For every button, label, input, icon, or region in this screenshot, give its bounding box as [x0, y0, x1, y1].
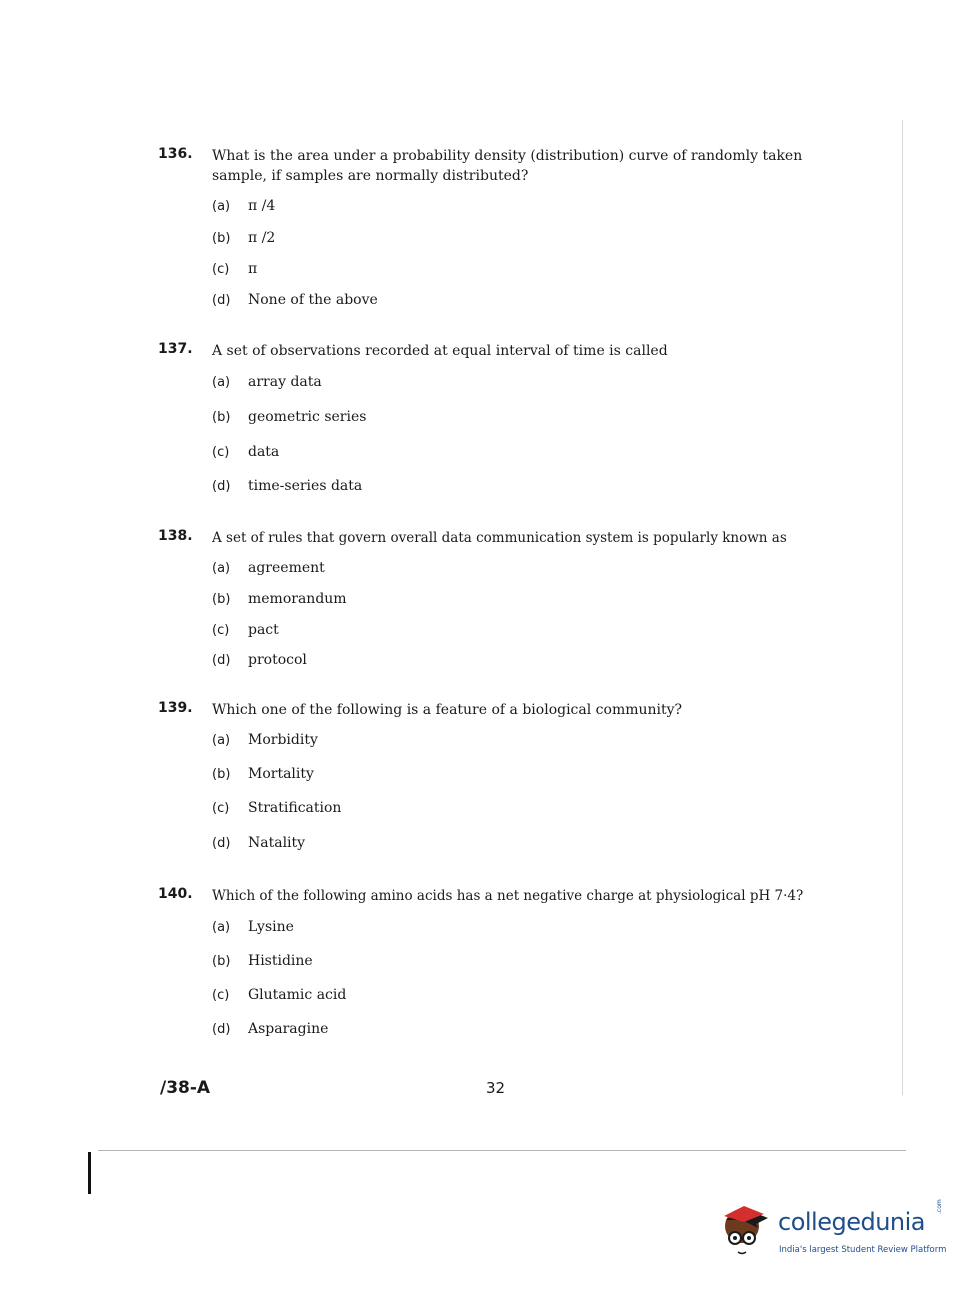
scan-edge-line [902, 120, 903, 1095]
mascot-logo-icon [718, 1198, 778, 1258]
question-text: Which of the following amino acids has a net negative charge at physiological pH 7·4? [212, 888, 804, 904]
option-text: Glutamic acid [248, 987, 347, 1003]
option-text: agreement [248, 560, 325, 576]
option-letter: (b) [212, 954, 231, 969]
option-letter: (b) [212, 410, 231, 425]
option-text: π /4 [248, 198, 276, 214]
page-number: 32 [486, 1079, 506, 1097]
option-d [212, 478, 362, 494]
option-text: Asparagine [248, 1021, 329, 1037]
option-d [212, 652, 307, 668]
option-letter: (d) [212, 836, 231, 851]
option-letter: (a) [212, 920, 231, 935]
option-text: Natality [248, 835, 306, 851]
question-text: A set of observations recorded at equal interval of time is called [212, 343, 668, 359]
option-text: π [248, 261, 258, 277]
option-text: data [248, 444, 280, 460]
option-text: memorandum [248, 591, 347, 607]
question-number: 139. [158, 700, 193, 716]
option-b [212, 230, 275, 246]
question-text: A set of rules that govern overall data communication system is popularly known as [212, 530, 787, 546]
option-c [212, 800, 341, 816]
option-text: Mortality [248, 766, 314, 782]
option-letter: (d) [212, 653, 231, 668]
option-text: array data [248, 374, 322, 390]
option-letter: (b) [212, 767, 231, 782]
option-letter: (d) [212, 479, 231, 494]
option-letter: (a) [212, 733, 231, 748]
question-text: What is the area under a probability density (distribution) curve of randomly taken sample, if samples are normally distributed? [212, 148, 803, 184]
option-text: protocol [248, 652, 307, 668]
option-c [212, 622, 279, 638]
option-letter: (d) [212, 293, 231, 308]
option-letter: (c) [212, 988, 230, 1003]
option-text: Histidine [248, 953, 313, 969]
brand-suffix: .com [936, 1199, 943, 1214]
option-letter: (a) [212, 561, 231, 576]
scan-bottom-line [98, 1150, 906, 1151]
brand-tagline: India's largest Student Review Platform [779, 1245, 947, 1255]
option-letter: (a) [212, 199, 231, 214]
scan-left-mark [88, 1152, 91, 1194]
option-letter: (c) [212, 262, 230, 277]
question-number: 140. [158, 886, 193, 902]
option-d [212, 292, 378, 308]
option-b [212, 591, 347, 607]
option-text: π /2 [248, 230, 276, 246]
brand-name: collegedunia [778, 1208, 926, 1236]
question-number: 136. [158, 146, 193, 162]
option-b [212, 766, 314, 782]
collegedunia-watermark [718, 1198, 948, 1260]
option-d [212, 1021, 328, 1037]
option-a [212, 919, 294, 935]
booklet-code: /38-A [160, 1078, 211, 1098]
option-b [212, 953, 313, 969]
option-text: Lysine [248, 919, 294, 935]
question-number: 137. [158, 341, 193, 357]
option-c [212, 987, 346, 1003]
option-text: Stratification [248, 800, 342, 816]
option-letter: (d) [212, 1022, 231, 1037]
option-text: None of the above [248, 292, 378, 308]
option-letter: (c) [212, 445, 230, 460]
option-text: Morbidity [248, 732, 318, 748]
option-letter: (a) [212, 375, 231, 390]
question-number: 138. [158, 528, 193, 544]
option-letter: (c) [212, 623, 230, 638]
option-letter: (c) [212, 801, 230, 816]
option-a [212, 732, 318, 748]
option-text: time-series data [248, 478, 363, 494]
option-a [212, 374, 322, 390]
option-b [212, 409, 366, 425]
option-a [212, 560, 325, 576]
option-letter: (b) [212, 231, 231, 246]
option-letter: (b) [212, 592, 231, 607]
option-c [212, 444, 279, 460]
option-a [212, 198, 275, 214]
option-text: pact [248, 622, 279, 638]
option-d [212, 835, 305, 851]
question-text: Which one of the following is a feature of a biological community? [212, 702, 683, 718]
option-c [212, 261, 257, 277]
option-text: geometric series [248, 409, 367, 425]
